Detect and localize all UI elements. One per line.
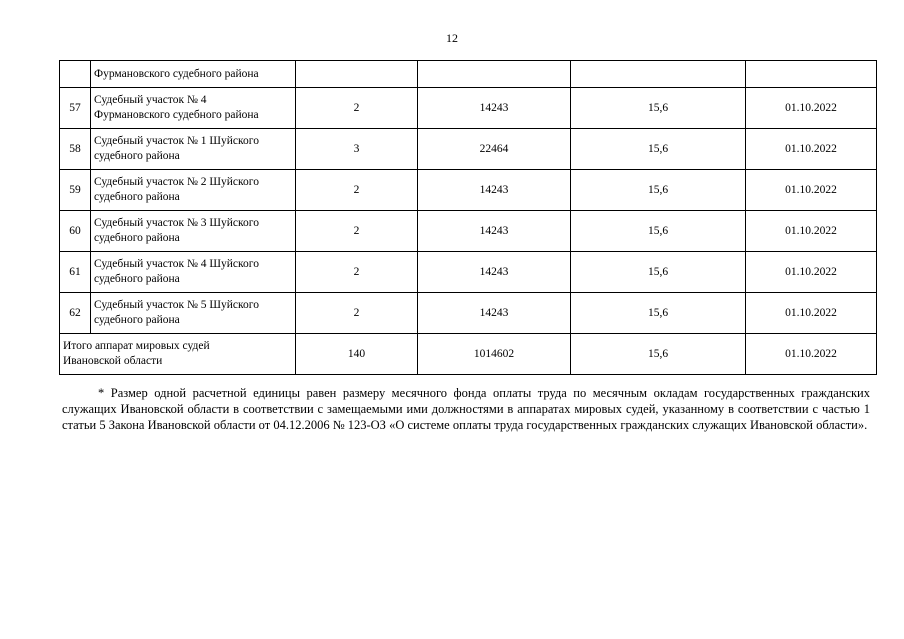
total-label-line: Ивановской области [63, 355, 163, 367]
table-cell-date: 01.10.2022 [746, 129, 877, 170]
table-row [60, 293, 877, 334]
table-cell-date [746, 61, 877, 88]
total-label-line: Итого аппарат мировых судей [63, 340, 210, 352]
table-cell-name [91, 129, 296, 170]
footnote: * Размер одной расчетной единицы равен размеру месячного фонда оплаты труда по месячным окладам государственных гражданских служащих Ивановской области в соответствии с замещаемыми ими должностями в аппаратах мировых судей, указанному в соответствии с частью 1 статьи 5 Закона Ивановской области от 04.12.2006 № 123-ОЗ «О системе оплаты труда государственных гражданских служащих Ивановской области». [62, 386, 870, 432]
table-cell-number: 59 [60, 170, 91, 211]
district-name-line: судебного района [94, 273, 180, 285]
table-cell-fund [418, 61, 571, 88]
table-row [60, 211, 877, 252]
district-name-line: Судебный участок № 4 [94, 94, 207, 106]
table-cell-coefficient: 15,6 [571, 211, 746, 252]
table-row [60, 129, 877, 170]
table-cell-number: 58 [60, 129, 91, 170]
table-cell-coefficient [571, 61, 746, 88]
table-cell-coefficient: 15,6 [571, 129, 746, 170]
page-number: 12 [446, 31, 458, 45]
table-cell-name [91, 211, 296, 252]
table-cell-fund: 14243 [418, 211, 571, 252]
table-cell-fund: 14243 [418, 293, 571, 334]
table-cell-units [296, 61, 418, 88]
district-name-line: судебного района [94, 150, 180, 162]
table-cell-number: 61 [60, 252, 91, 293]
total-label [60, 334, 296, 375]
table-cell-fund: 14243 [418, 252, 571, 293]
table-cell-units: 2 [296, 88, 418, 129]
table-cell-units: 2 [296, 170, 418, 211]
table-cell-units: 140 [296, 334, 418, 375]
district-name-line: Судебный участок № 4 Шуйского [94, 258, 259, 270]
table-cell-date: 01.10.2022 [746, 334, 877, 375]
district-name-line: Фурмановского судебного района [94, 109, 259, 121]
table-row [60, 252, 877, 293]
table-cell-units: 3 [296, 129, 418, 170]
district-name-line: судебного района [94, 191, 180, 203]
table-cell-number: 57 [60, 88, 91, 129]
table-cell-fund: 14243 [418, 170, 571, 211]
table-cell-date: 01.10.2022 [746, 293, 877, 334]
table-cell-fund: 22464 [418, 129, 571, 170]
table-cell-coefficient: 15,6 [571, 170, 746, 211]
table-row [60, 88, 877, 129]
table-row-total [60, 334, 877, 375]
table-cell-coefficient: 15,6 [571, 88, 746, 129]
table-cell-fund: 14243 [418, 88, 571, 129]
table-cell-number: 62 [60, 293, 91, 334]
table-cell-units: 2 [296, 252, 418, 293]
district-name-line: Судебный участок № 5 Шуйского [94, 299, 259, 311]
table-cell-number [60, 61, 91, 88]
table-cell-units: 2 [296, 293, 418, 334]
table-cell-name [91, 170, 296, 211]
table-cell-name: Фурмановского судебного района [91, 61, 296, 88]
district-name-line: судебного района [94, 232, 180, 244]
table-cell-date: 01.10.2022 [746, 211, 877, 252]
table-cell-coefficient: 15,6 [571, 334, 746, 375]
table-cell-fund: 1014602 [418, 334, 571, 375]
table-cell-date: 01.10.2022 [746, 170, 877, 211]
table-cell-units: 2 [296, 211, 418, 252]
district-name-line: Судебный участок № 1 Шуйского [94, 135, 259, 147]
district-name-line: Судебный участок № 2 Шуйского [94, 176, 259, 188]
table-cell-name [91, 252, 296, 293]
district-name-line: Судебный участок № 3 Шуйского [94, 217, 259, 229]
table-cell-name [91, 88, 296, 129]
table-cell-number: 60 [60, 211, 91, 252]
judicial-districts-table [59, 60, 877, 375]
table-cell-date: 01.10.2022 [746, 252, 877, 293]
table-cell-coefficient: 15,6 [571, 293, 746, 334]
table-row [60, 170, 877, 211]
table-cell-name [91, 293, 296, 334]
district-name-line: судебного района [94, 314, 180, 326]
table-cell-coefficient: 15,6 [571, 252, 746, 293]
table-row-continued [60, 61, 877, 88]
table-cell-date: 01.10.2022 [746, 88, 877, 129]
